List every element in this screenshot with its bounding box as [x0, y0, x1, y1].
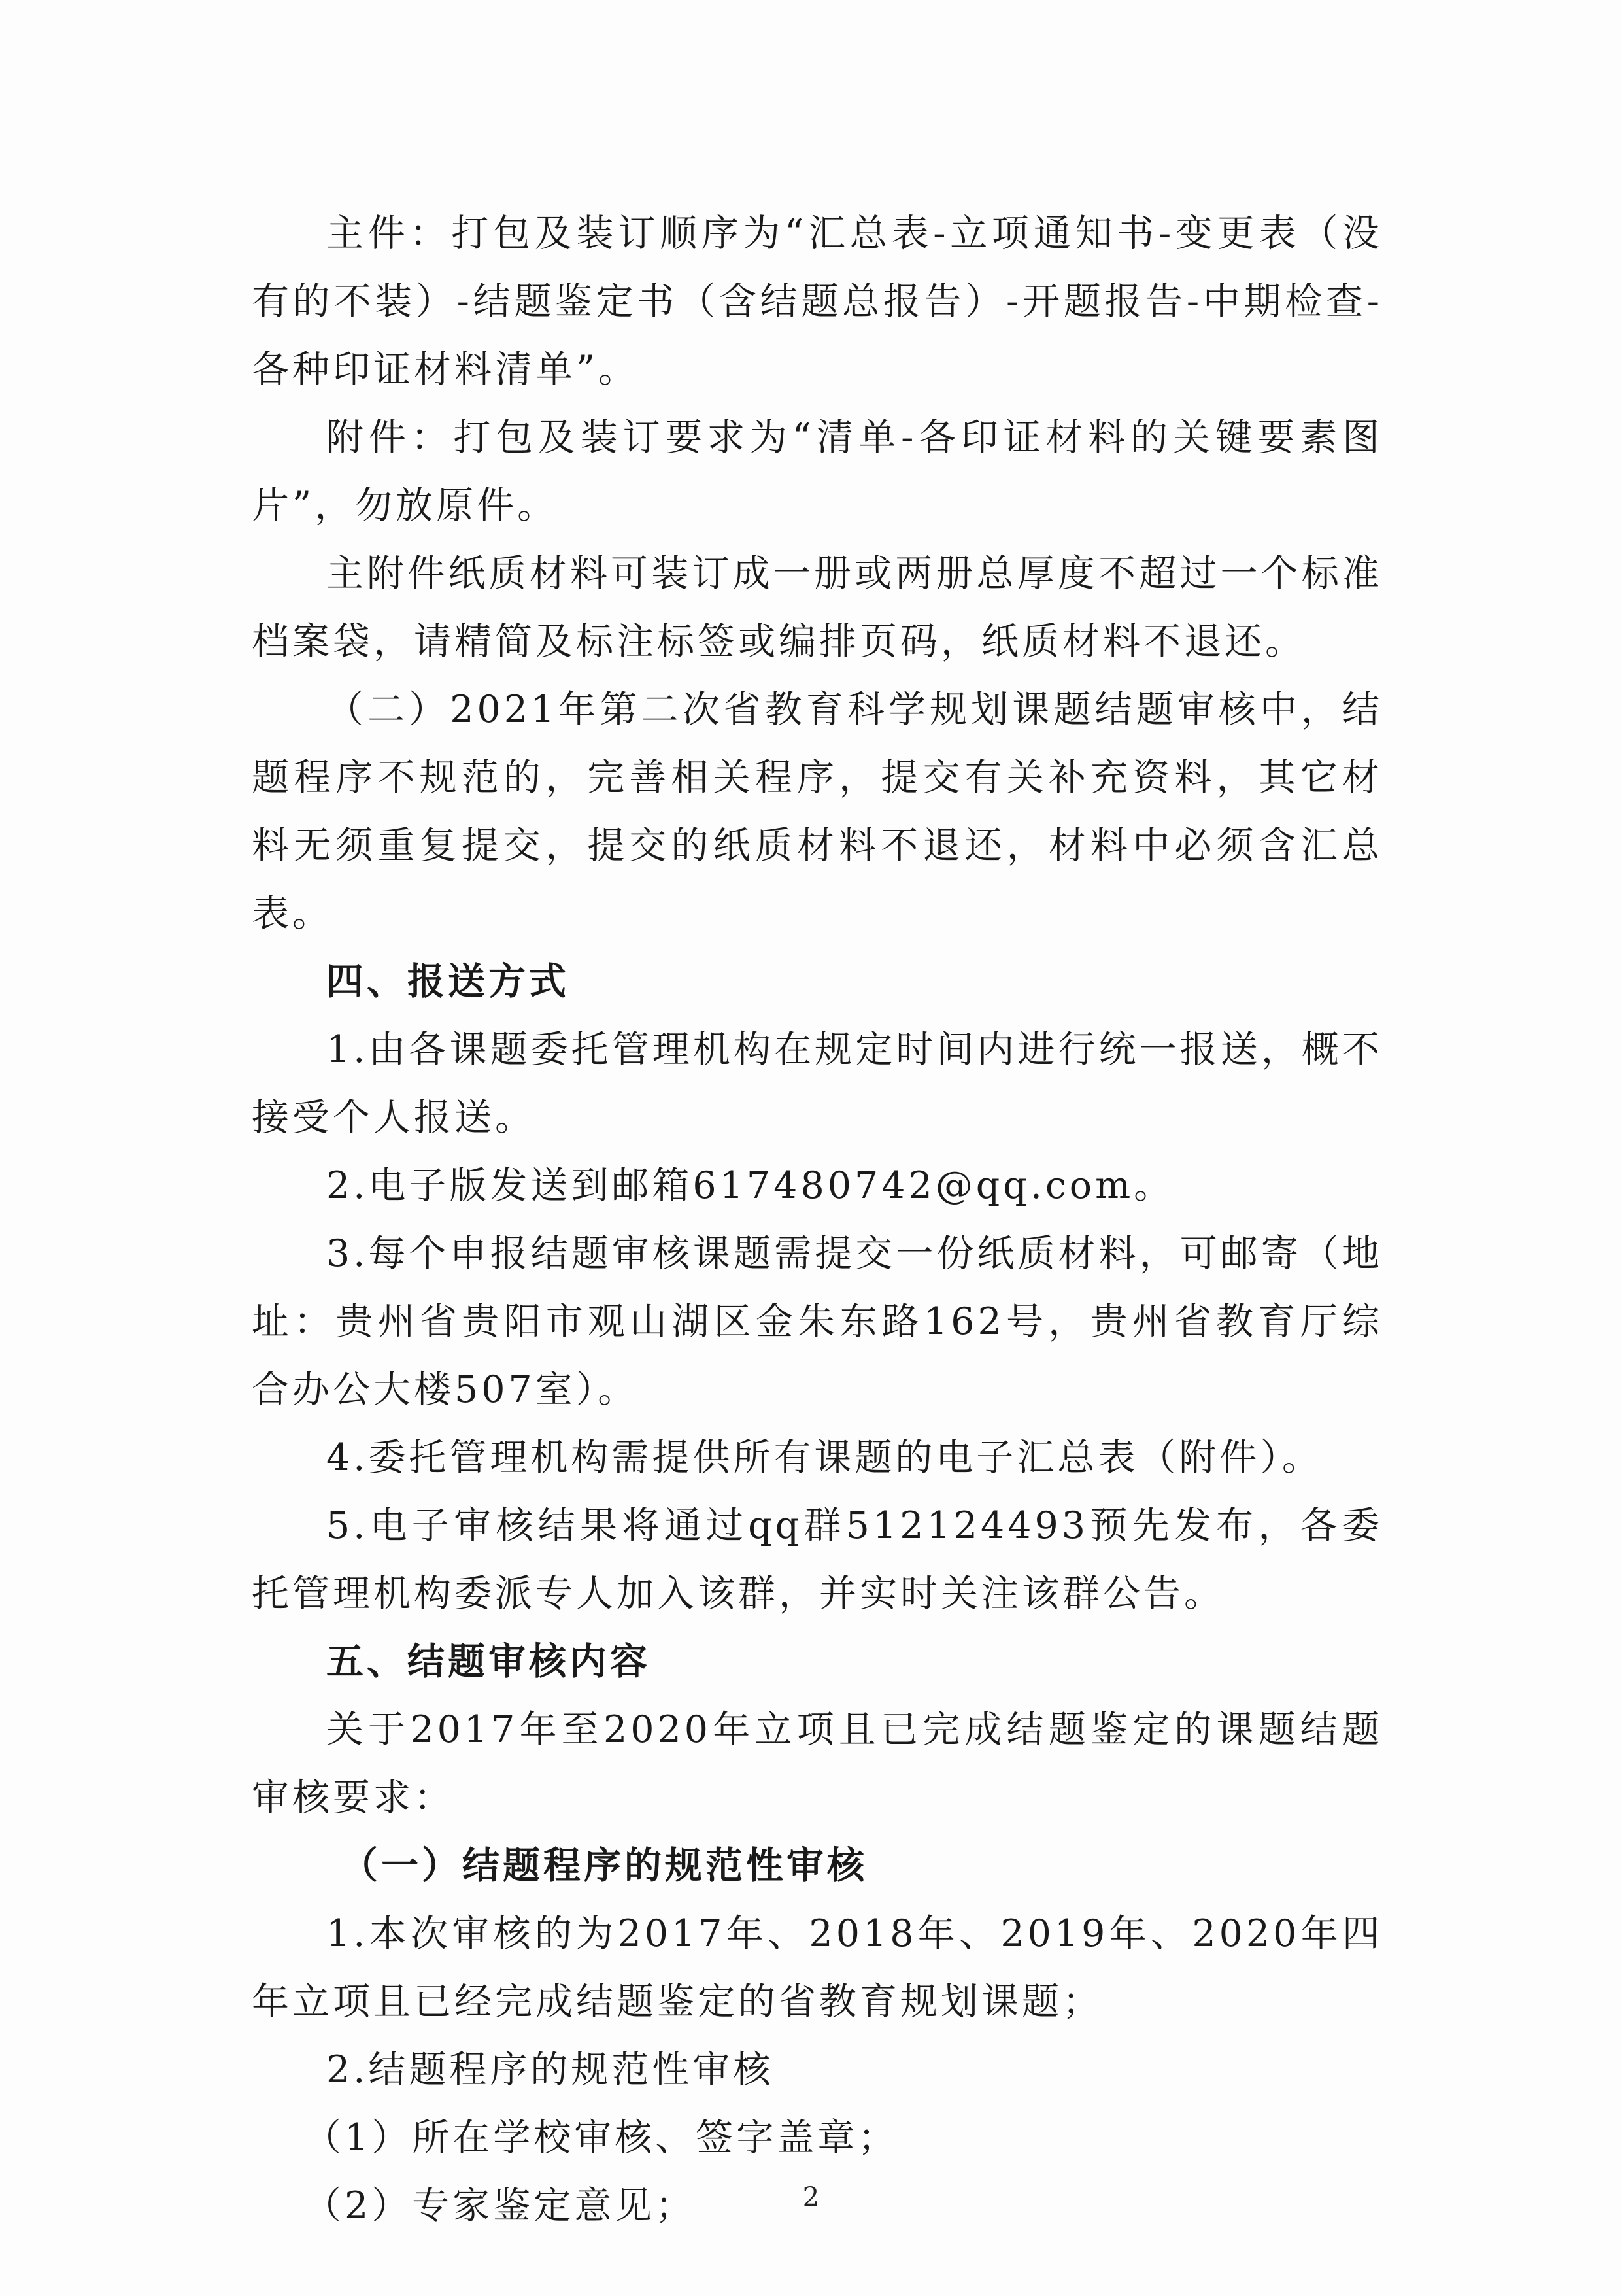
paragraph-submission-item-4: 4.委托管理机构需提供所有课题的电子汇总表（附件）。	[326, 1436, 1323, 1479]
document-body	[252, 199, 1383, 2240]
paragraph-review-subitem-1: （1）所在学校审核、签字盖章；	[304, 2116, 899, 2159]
paragraph-submission-item-5: 5.电子审核结果将通过qq群512124493预先发布，各委托管理机构委派专人加入该群，并实时关注该群公告。	[252, 1504, 1383, 1615]
page-number: 2	[802, 2182, 820, 2212]
paragraph-attachment-binding: 附件：打包及装订要求为“清单-各印证材料的关键要素图片”，勿放原件。	[252, 416, 1383, 527]
paragraph-main-binding-order: 主件：打包及装订顺序为“汇总表-立项通知书-变更表（没有的不装）-结题鉴定书（含结题总报告）-开题报告-中期检查-各种印证材料清单”。	[252, 212, 1383, 391]
paragraph-review-subitem-2: （2）专家鉴定意见；	[304, 2184, 696, 2227]
paragraph-review-item-2: 2.结题程序的规范性审核	[326, 2048, 774, 2091]
paragraph-submission-item-2: 2.电子版发送到邮箱617480742@qq.com。	[326, 1164, 1175, 1207]
paragraph-second-review-2021: （二）2021年第二次省教育科学规划课题结题审核中，结题程序不规范的，完善相关程序，提交有关补充资料，其它材料无须重复提交，提交的纸质材料不退还，材料中必须含汇总表。	[252, 688, 1383, 935]
paragraph-submission-item-1: 1.由各课题委托管理机构在规定时间内进行统一报送，概不接受个人报送。	[252, 1028, 1383, 1139]
paragraph-review-requirements: 关于2017年至2020年立项且已完成结题鉴定的课题结题审核要求：	[252, 1708, 1383, 1819]
heading-review-content: 五、结题审核内容	[326, 1639, 650, 1683]
paragraph-paper-materials: 主附件纸质材料可装订成一册或两册总厚度不超过一个标准档案袋，请精简及标注标签或编排页码，纸质材料不退还。	[252, 552, 1383, 663]
paragraph-submission-item-3: 3.每个申报结题审核课题需提交一份纸质材料，可邮寄（地址：贵州省贵阳市观山湖区金朱东路162号，贵州省教育厅综合办公大楼507室）。	[252, 1232, 1383, 1411]
paragraph-review-item-1: 1.本次审核的为2017年、2018年、2019年、2020年四年立项且已经完成结题鉴定的省教育规划课题；	[252, 1912, 1383, 2023]
heading-submission-method: 四、报送方式	[326, 959, 569, 1003]
subheading-procedure-review: （一）结题程序的规范性审核	[341, 1843, 868, 1887]
